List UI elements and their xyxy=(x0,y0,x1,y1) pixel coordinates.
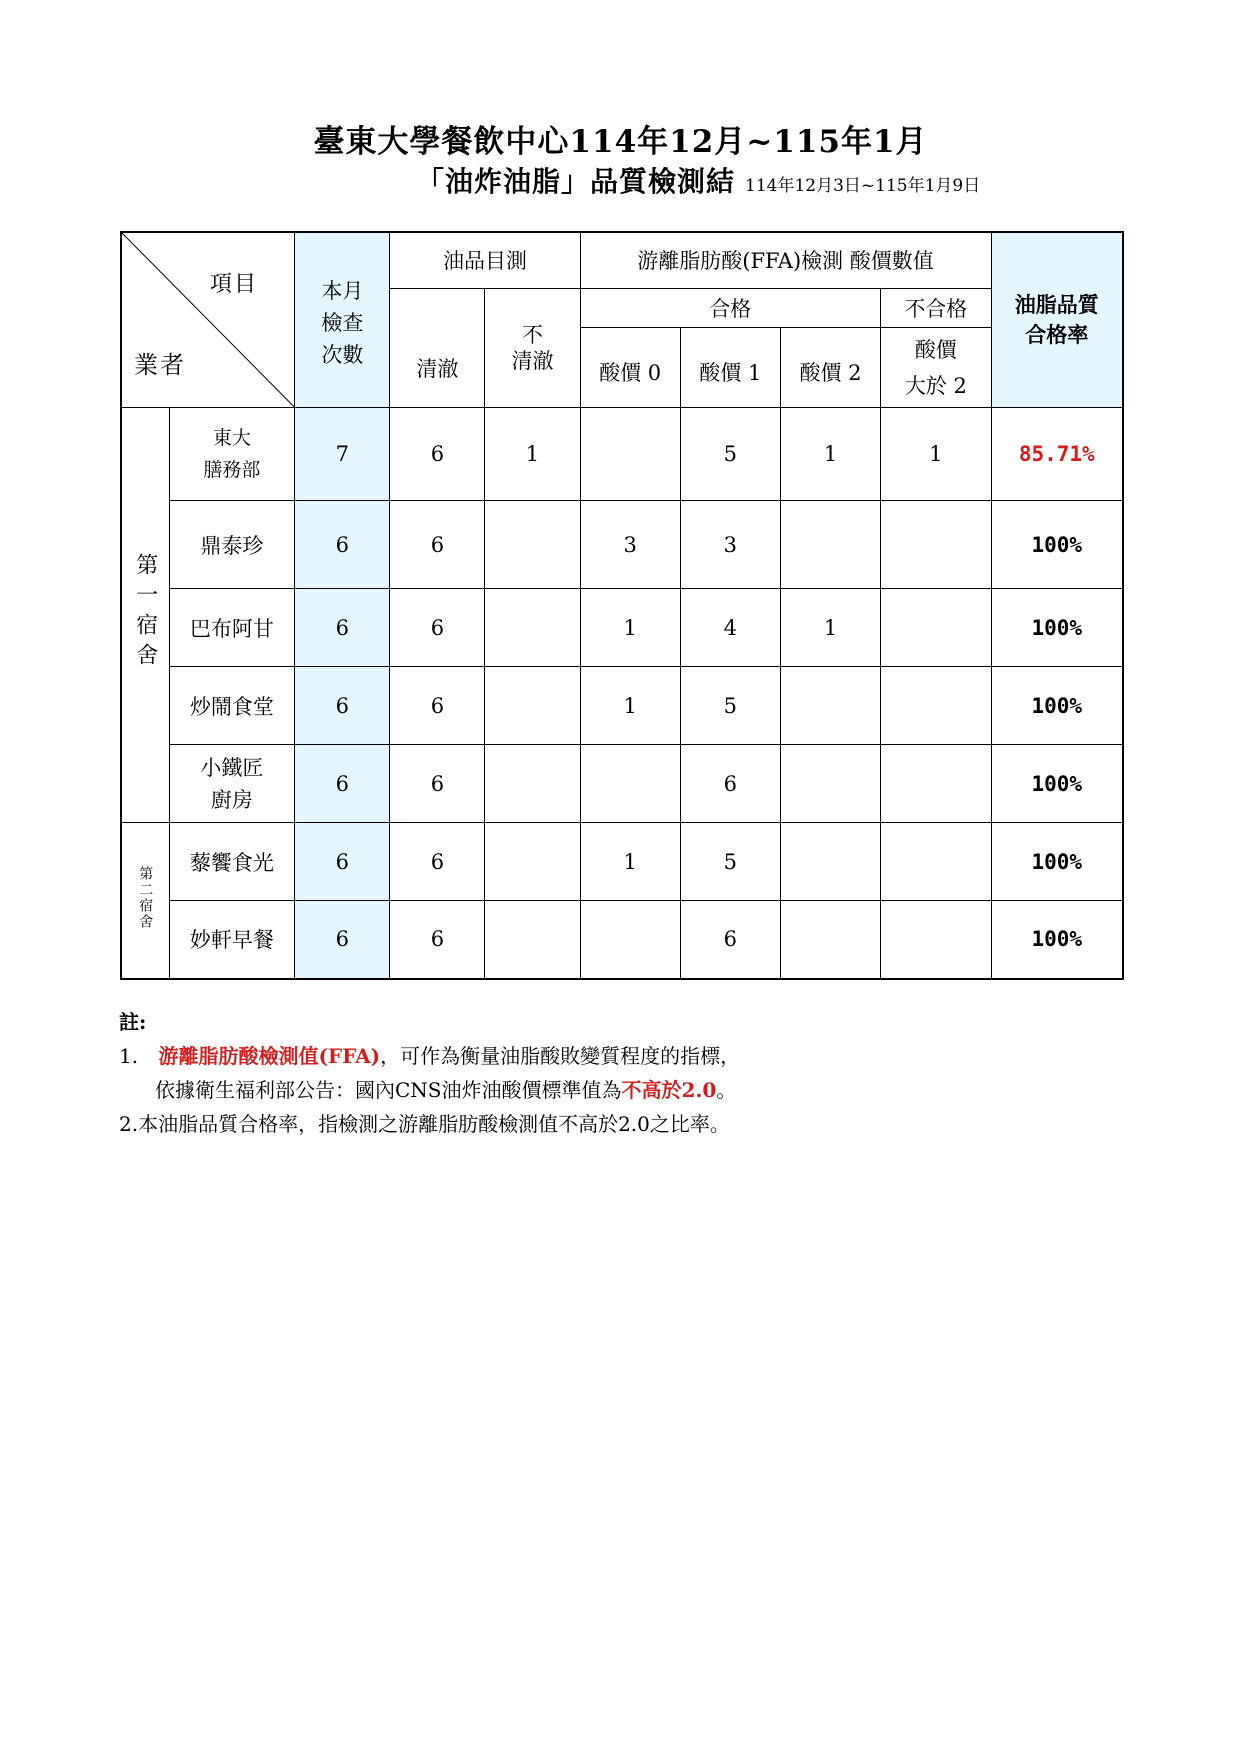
clear-cell: 6 xyxy=(390,901,485,979)
header-ffa-group: 游離脂肪酸(FFA)檢測 酸價數值 xyxy=(580,232,991,288)
acid1-cell: 5 xyxy=(680,408,780,501)
inspection-table xyxy=(120,231,1124,980)
header-clear: 清澈 xyxy=(390,288,485,408)
acid1-cell: 4 xyxy=(680,589,780,667)
header-fail: 不合格 xyxy=(881,288,991,328)
acid-gt2-cell xyxy=(881,901,991,979)
not-clear-cell xyxy=(485,667,580,745)
header-acid-gt2-line1: 酸價 xyxy=(914,337,957,362)
acid1-cell: 5 xyxy=(680,823,780,901)
acid1-cell: 3 xyxy=(680,501,780,589)
header-acid0: 酸價 0 xyxy=(580,328,680,408)
vendor-cell xyxy=(169,408,295,501)
header-monthly-count xyxy=(295,232,390,408)
acid-gt2-cell xyxy=(881,745,991,823)
acid-gt2-cell xyxy=(881,501,991,589)
clear-cell: 6 xyxy=(390,745,485,823)
rate-cell: 100% xyxy=(991,667,1123,745)
acid2-cell xyxy=(780,667,880,745)
vendor-cell: 炒鬧食堂 xyxy=(169,667,295,745)
header-count-line1: 本月 xyxy=(321,279,364,303)
diagonal-line xyxy=(122,233,294,407)
not-clear-cell xyxy=(485,901,580,979)
group-dorm2 xyxy=(121,823,169,979)
vendor-cell xyxy=(169,745,295,823)
acid0-cell: 3 xyxy=(580,501,680,589)
acid-gt2-cell: 1 xyxy=(881,408,991,501)
note-1-text: ，可作為衡量油脂酸敗變質程度的指標， xyxy=(380,1044,741,1068)
table-row xyxy=(121,589,1123,667)
clear-cell: 6 xyxy=(390,501,485,589)
note-1 xyxy=(119,1039,740,1073)
header-acid-gt2-line2: 大於 2 xyxy=(904,373,967,398)
count-cell: 6 xyxy=(295,823,390,901)
note-1-continuation xyxy=(119,1073,740,1107)
acid-gt2-cell xyxy=(881,589,991,667)
rate-cell: 100% xyxy=(991,745,1123,823)
acid2-cell xyxy=(780,823,880,901)
acid1-cell: 6 xyxy=(680,745,780,823)
report-title-line2 xyxy=(416,160,980,200)
table-row xyxy=(121,901,1123,979)
header-pass: 合格 xyxy=(580,288,881,328)
group-dorm1-label: 第一宿舍 xyxy=(132,552,158,673)
header-count-line2: 檢查 xyxy=(321,311,364,335)
rate-cell: 100% xyxy=(991,589,1123,667)
count-cell: 6 xyxy=(295,501,390,589)
table-row xyxy=(121,823,1123,901)
acid1-cell: 5 xyxy=(680,667,780,745)
note-1b-text: 依據衛生福利部公告：國內CNS油炸油酸價標準值為 xyxy=(155,1078,622,1102)
clear-cell: 6 xyxy=(390,408,485,501)
count-cell: 6 xyxy=(295,667,390,745)
diagonal-header-cell xyxy=(121,232,295,408)
acid2-cell xyxy=(780,901,880,979)
note-2: 2.本油脂品質合格率，指檢測之游離脂肪酸檢測值不高於2.0之比率。 xyxy=(119,1112,730,1136)
vendor-name-line2: 膳務部 xyxy=(203,459,261,481)
vendor-name-line1: 小鐵匠 xyxy=(200,755,264,780)
acid2-cell: 1 xyxy=(780,589,880,667)
table-row xyxy=(121,501,1123,589)
notes-section xyxy=(119,1005,740,1141)
acid-gt2-cell xyxy=(881,823,991,901)
acid2-cell xyxy=(780,501,880,589)
rate-cell: 100% xyxy=(991,901,1123,979)
rate-cell: 85.71% xyxy=(991,408,1123,501)
vendor-cell: 妙軒早餐 xyxy=(169,901,295,979)
header-acid-gt2 xyxy=(881,328,991,408)
header-pass-rate xyxy=(991,232,1123,408)
not-clear-cell xyxy=(485,501,580,589)
count-cell: 6 xyxy=(295,589,390,667)
vendor-name-line1: 東大 xyxy=(212,427,251,449)
note-1b-end: 。 xyxy=(716,1078,737,1102)
header-rate-line1: 油脂品質 xyxy=(1014,291,1099,317)
clear-cell: 6 xyxy=(390,667,485,745)
acid0-cell xyxy=(580,745,680,823)
rate-cell: 100% xyxy=(991,501,1123,589)
note-1b-highlight: 不高於2.0 xyxy=(621,1078,717,1102)
header-not-clear xyxy=(485,288,580,408)
header-count-line3: 次數 xyxy=(321,343,364,367)
acid0-cell xyxy=(580,408,680,501)
acid0-cell xyxy=(580,901,680,979)
notes-label: 註: xyxy=(119,1010,147,1034)
vendor-cell: 鼎泰珍 xyxy=(169,501,295,589)
header-visual-group: 油品目測 xyxy=(390,232,580,288)
count-cell: 6 xyxy=(295,745,390,823)
header-not-clear-line2: 清澈 xyxy=(511,348,554,373)
table-row xyxy=(121,408,1123,501)
acid0-cell: 1 xyxy=(580,667,680,745)
header-acid2: 酸價 2 xyxy=(780,328,880,408)
vendor-cell: 藜饗食光 xyxy=(169,823,295,901)
not-clear-cell xyxy=(485,589,580,667)
report-title-line1: 臺東大學餐飲中心114年12月~115年1月 xyxy=(313,124,928,160)
acid2-cell: 1 xyxy=(780,408,880,501)
rate-cell: 100% xyxy=(991,823,1123,901)
header-vendor: 業者 xyxy=(134,351,186,379)
not-clear-cell xyxy=(485,745,580,823)
report-title-main: 「油炸油脂」品質檢測結 xyxy=(416,165,736,198)
acid1-cell: 6 xyxy=(680,901,780,979)
group-dorm2-label: 第二宿舍 xyxy=(137,865,154,930)
vendor-name-line2: 廚房 xyxy=(210,787,253,812)
count-cell: 7 xyxy=(295,408,390,501)
count-cell: 6 xyxy=(295,901,390,979)
group-dorm1 xyxy=(121,408,169,823)
table-row xyxy=(121,667,1123,745)
note-1-highlight: 游離脂肪酸檢測值(FFA) xyxy=(158,1044,381,1068)
header-not-clear-line1: 不 xyxy=(521,322,543,347)
clear-cell: 6 xyxy=(390,589,485,667)
acid-gt2-cell xyxy=(881,667,991,745)
header-rate-line2: 合格率 xyxy=(1025,322,1089,347)
vendor-cell: 巴布阿甘 xyxy=(169,589,295,667)
clear-cell: 6 xyxy=(390,823,485,901)
note-1-number: 1. xyxy=(119,1044,139,1068)
acid2-cell xyxy=(780,745,880,823)
header-item: 項目 xyxy=(210,272,259,297)
not-clear-cell: 1 xyxy=(485,408,580,501)
acid0-cell: 1 xyxy=(580,823,680,901)
report-date-range: 114年12月3日~115年1月9日 xyxy=(745,176,981,196)
acid0-cell: 1 xyxy=(580,589,680,667)
table-row xyxy=(121,745,1123,823)
header-acid1: 酸價 1 xyxy=(680,328,780,408)
not-clear-cell xyxy=(485,823,580,901)
